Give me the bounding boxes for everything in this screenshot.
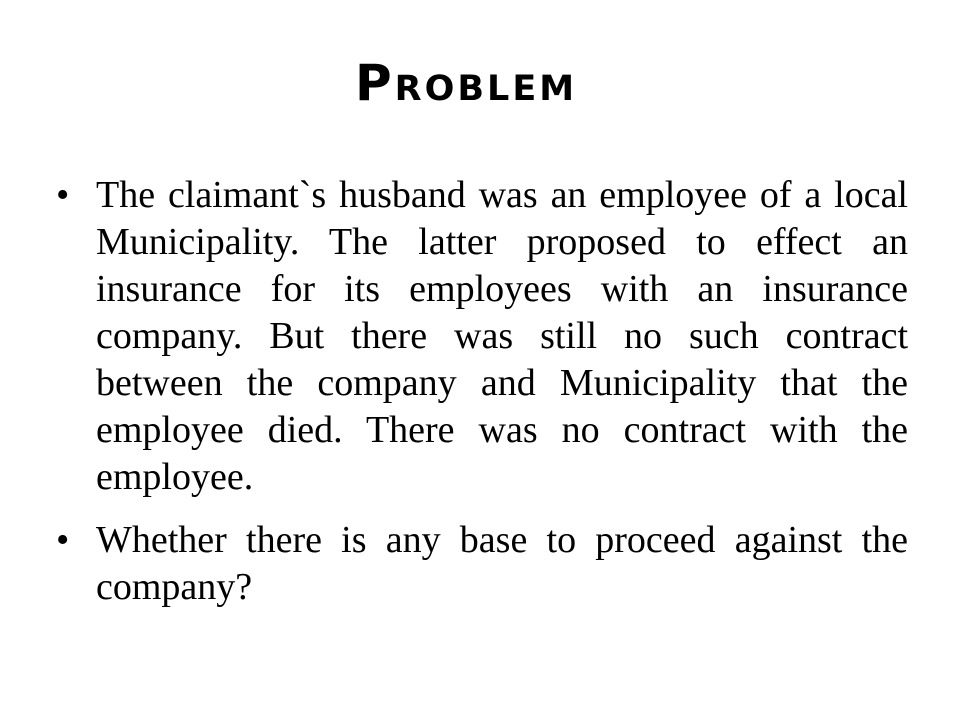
slide-title: Problem	[355, 54, 578, 112]
bullet-text: The claimant`s husband was an employee of a local Municipality. The latter proposed to effect an insurance for its employees with an insurance company. But there was still no such contract between the company and Municipality that the employee died. There was no contract with the employee.	[96, 174, 908, 498]
bullet-icon: •	[56, 519, 70, 561]
bullet-item	[56, 172, 908, 501]
bullet-icon: •	[56, 174, 70, 216]
bullet-item	[56, 517, 908, 611]
bullet-list	[56, 172, 908, 627]
bullet-text: Whether there is any base to proceed against the company?	[96, 519, 908, 608]
